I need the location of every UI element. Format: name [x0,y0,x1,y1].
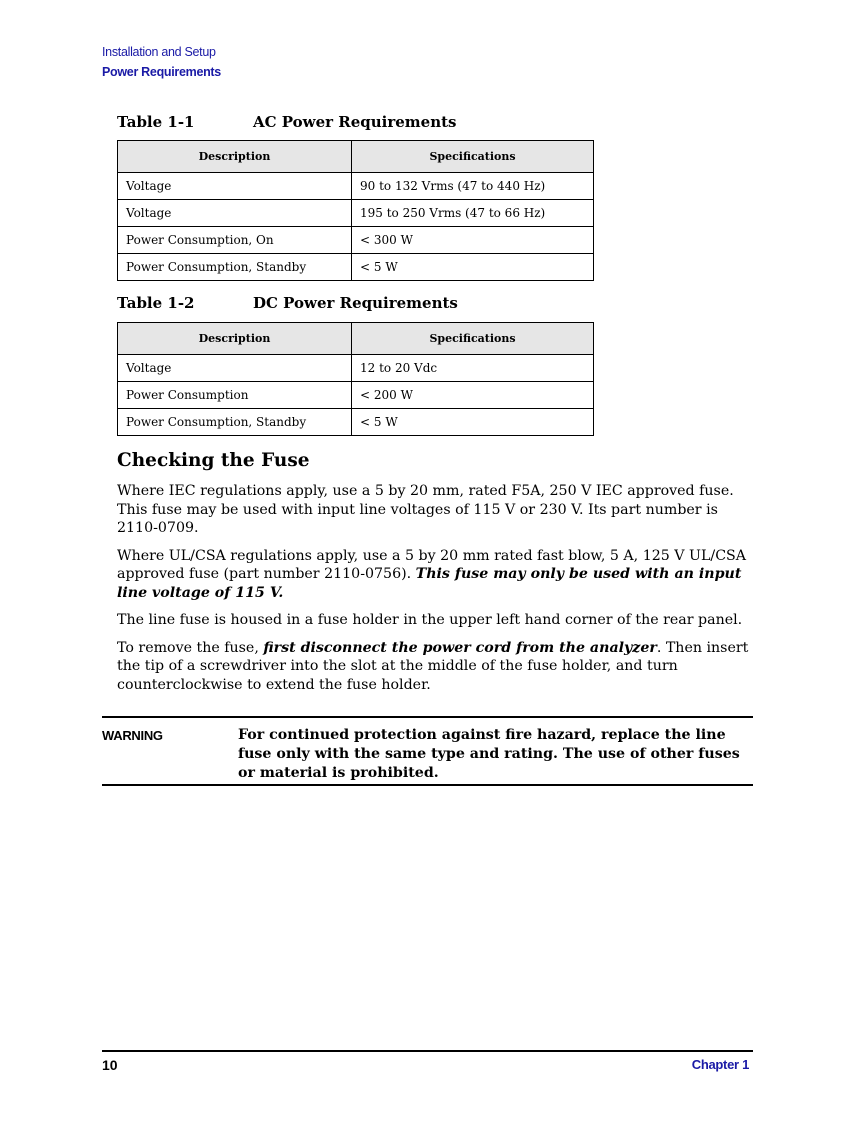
column-header-description: Description [118,323,352,355]
table1-caption [117,113,457,131]
table-row [118,200,594,227]
table-row [118,227,594,254]
cell-description: Voltage [118,355,352,382]
cell-description: Power Consumption [118,382,352,409]
table-row [118,355,594,382]
cell-specification: < 300 W [352,227,594,254]
cell-specification: < 5 W [352,409,594,436]
chapter-label: Chapter 1 [691,1057,749,1072]
table-row [118,382,594,409]
column-header-specifications: Specifications [352,323,594,355]
paragraph-fuse-location: The line fuse is housed in a fuse holder in the upper left hand corner of the rear panel. [117,612,743,628]
cell-specification: 195 to 250 Vrms (47 to 66 Hz) [352,200,594,227]
header-section: Installation and Setup [102,45,216,59]
page-number: 10 [102,1057,118,1073]
paragraph-text: To remove the fuse, [117,639,264,656]
table2-caption [117,294,458,312]
running-header [102,42,221,82]
column-header-specifications: Specifications [352,141,594,173]
section-title: Checking the Fuse [117,450,310,471]
cell-specification: 12 to 20 Vdc [352,355,594,382]
table1-title: AC Power Requirements [253,113,457,131]
warning-text: For continued protection against fire hazard, replace the line fuse only with the same type and rating. The use of other fuses or material is prohibited. [238,727,740,781]
warning-top-rule [102,716,753,718]
table-row [118,254,594,281]
paragraph-ulcsa [117,547,757,603]
table-row [118,173,594,200]
table-header-row [118,141,594,173]
table-header-row [118,323,594,355]
paragraph-remove-fuse [117,639,757,695]
emphasis-text: first disconnect the power cord from the analyzer [263,639,657,656]
footer-rule [102,1050,753,1052]
cell-specification: < 5 W [352,254,594,281]
cell-description: Power Consumption, On [118,227,352,254]
paragraph-text: . Then insert the tip of a screwdriver into the slot at the middle of the fuse holder, and turn counterclockwise to extend the fuse holder. [117,639,749,693]
paragraph-text: Where UL/CSA regulations apply, use a 5 by 20 mm rated fast blow, 5 A, 125 V UL/CSA approved fuse (part number 2110-0756). [117,547,747,582]
table1-label: Table 1-1 [117,113,195,131]
dc-power-table [117,322,594,436]
cell-description: Voltage [118,200,352,227]
warning-label: WARNING [102,728,163,743]
cell-description: Voltage [118,173,352,200]
ac-power-table [117,140,594,281]
cell-description: Power Consumption, Standby [118,409,352,436]
table2-title: DC Power Requirements [253,294,458,312]
paragraph-iec: Where IEC regulations apply, use a 5 by 20 mm, rated F5A, 250 V IEC approved fuse. This fuse may be used with input line voltages of 115 V or 230 V. Its part number is 2110-0709. [117,483,734,536]
column-header-description: Description [118,141,352,173]
cell-specification: < 200 W [352,382,594,409]
table2-label: Table 1-2 [117,294,195,312]
cell-specification: 90 to 132 Vrms (47 to 440 Hz) [352,173,594,200]
warning-bottom-rule [102,784,753,786]
fuse-body [117,482,757,703]
table-row [118,409,594,436]
cell-description: Power Consumption, Standby [118,254,352,281]
header-subsection: Power Requirements [102,65,221,79]
emphasis-text: This fuse may only be used with an input line voltage of 115 V. [117,566,742,601]
